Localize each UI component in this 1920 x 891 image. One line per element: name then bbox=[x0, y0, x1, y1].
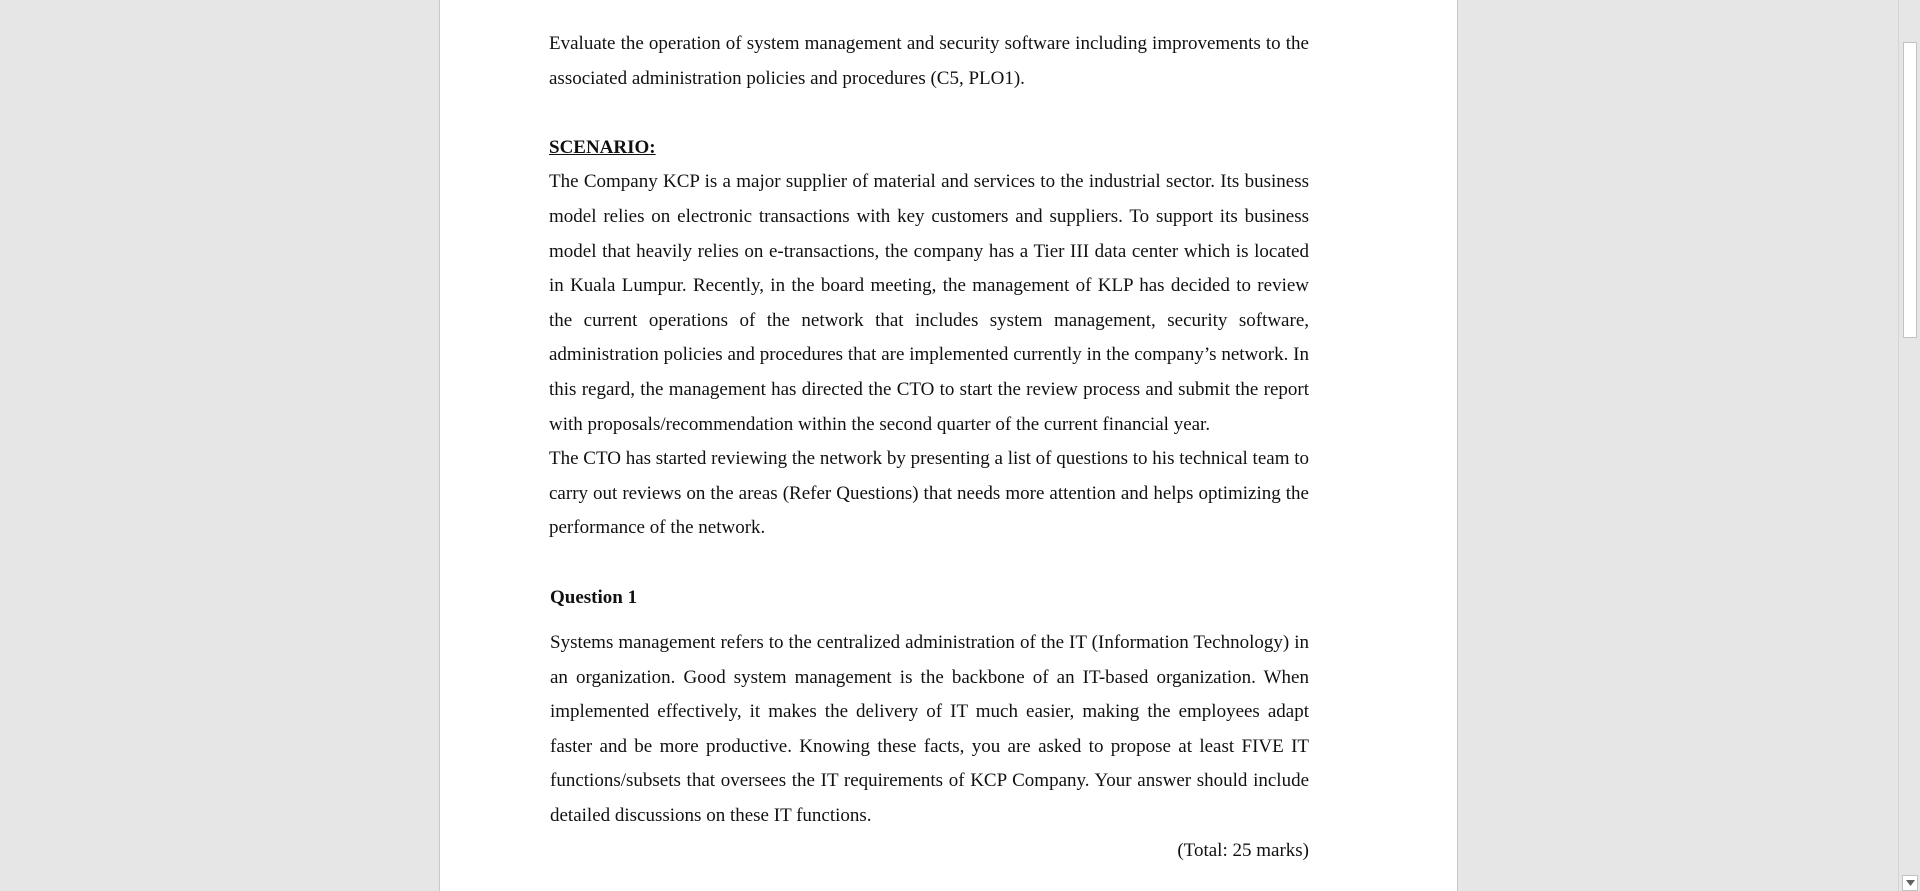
scroll-down-button[interactable] bbox=[1902, 875, 1918, 891]
document-page[interactable] bbox=[439, 0, 1458, 891]
total-marks: (Total: 25 marks) bbox=[1177, 839, 1309, 861]
vertical-scrollbar[interactable] bbox=[1898, 0, 1920, 891]
scenario-paragraph-2: The CTO has started reviewing the network by presenting a list of questions to his technical team to carry out reviews on the areas (Refer Questions) that needs more attention and helps optimizing the performance of the network. bbox=[549, 448, 1309, 539]
page-content bbox=[549, 27, 1309, 868]
question-1-title: Question 1 bbox=[550, 586, 638, 608]
scrollbar-thumb[interactable] bbox=[1903, 42, 1917, 338]
chevron-down-icon bbox=[1906, 880, 1915, 886]
question-1-body: Systems management refers to the centralized administration of the IT (Information Technology) in an organization. Good system management is the backbone of an IT-based organization. When implemented effectively, it makes the delivery of IT much easier, making the employees adapt faster and be more productive. Knowing these facts, you are asked to propose at least FIVE IT functions/subsets that oversees the IT requirements of KCP Company. Your answer should include detailed discussions on these IT functions. bbox=[550, 632, 1309, 827]
objective-paragraph: Evaluate the operation of system management and security software including improvements to the associated administration policies and procedures (C5, PLO1). bbox=[549, 33, 1309, 89]
scenario-heading: SCENARIO: bbox=[549, 136, 656, 158]
scenario-paragraph-1: The Company KCP is a major supplier of material and services to the industrial sector. Its business model relies on electronic transactions with key customers and suppliers. To support its business model that heavily relies on e-transactions, the company has a Tier III data center which is located in Kuala Lumpur. Recently, in the board meeting, the management of KLP has decided to review the current operations of the network that includes system management, security software, administration policies and procedures that are implemented currently in the company’s network. In this regard, the management has directed the CTO to start the review process and submit the report with proposals/recommendation within the second quarter of the current financial year. bbox=[549, 171, 1309, 435]
